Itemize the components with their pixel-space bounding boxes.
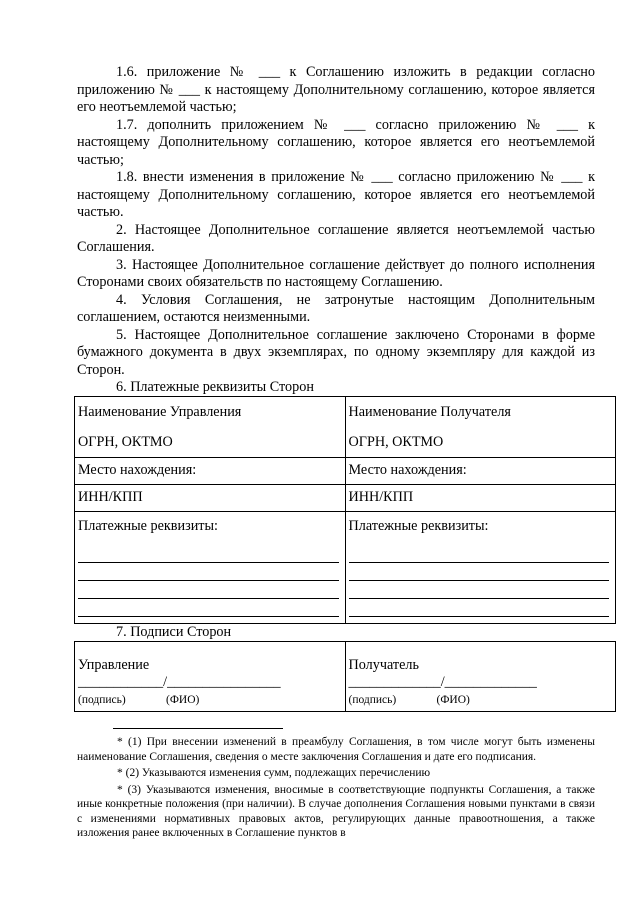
blank-line xyxy=(349,599,610,617)
blank-line xyxy=(349,545,610,563)
left-signature-line: ____________/________________ xyxy=(78,674,281,690)
right-name-cell xyxy=(345,397,616,458)
paragraph-4: 4. Условия Соглашения, не затронутые настоящим Дополнительным соглашением, остаются неизменными. xyxy=(77,291,595,325)
signatures-title: 7. Подписи Сторон xyxy=(116,624,232,640)
left-signature-caption: (подпись) (ФИО) xyxy=(78,694,200,706)
requisites-title: 6. Платежные реквизиты Сторон xyxy=(116,379,314,395)
left-inn: ИНН/КПП xyxy=(75,485,346,512)
paragraph-5: 5. Настоящее Дополнительное соглашение заключено Сторонами в форме бумажного документа в двух экземплярах, по одному экземпляру для каждой из Сторон. xyxy=(77,326,595,378)
right-payment-cell xyxy=(345,512,616,624)
left-org-name: Наименование Управления xyxy=(78,404,242,420)
paragraph-1-6: 1.6. приложение № ___ к Соглашению изложить в редакции согласно приложению № ___ к настоящему Дополнительному соглашению, которое является его неотъемлемой частью; xyxy=(77,64,595,115)
left-location: Место нахождения: xyxy=(75,458,346,485)
blank-line xyxy=(78,545,339,563)
footnote-separator xyxy=(113,728,283,729)
signatures-table xyxy=(74,641,616,712)
left-ogrn: ОГРН, ОКТМО xyxy=(78,434,173,450)
paragraph-1-8: 1.8. внести изменения в приложение № ___ согласно приложению № ___ к настоящему Дополнительному соглашению, которое является его неотъемлемой частью. xyxy=(77,169,595,220)
left-payment-label: Платежные реквизиты: xyxy=(78,518,218,534)
right-payment-lines xyxy=(349,545,616,623)
blank-line xyxy=(78,581,339,599)
right-signature-line: _____________/_____________ xyxy=(348,674,537,690)
footnote-3: * (3) Указываются изменения, вносимые в соответствующие подпункты Соглашения, а также иные конкретные положения (при наличии). В случае дополнения Соглашения новыми пунктами в связи с изменениями нормативных правовых актов, регулирующих данные правоотношения, а также изложения ранее включенных в Соглашение пунктов в xyxy=(77,783,595,839)
requisites-table xyxy=(74,396,616,624)
blank-line xyxy=(349,563,610,581)
left-payment-lines xyxy=(78,545,345,623)
right-payment-label: Платежные реквизиты: xyxy=(348,518,489,534)
left-signature-cell xyxy=(75,642,346,712)
footnote-2: * (2) Указываются изменения сумм, подлежащих перечислению xyxy=(117,767,431,779)
paragraph-1-7: 1.7. дополнить приложением № ___ согласно приложению № ___ к настоящему Дополнительному соглашению, которое является его неотъемлемой частью; xyxy=(77,116,595,168)
left-payment-cell xyxy=(75,512,346,624)
footnote-1: * (1) При внесении изменений в преамбулу Соглашения, в том числе могут быть изменены наименование Соглашения, сведения о месте заключения Соглашения и дате его подписания. xyxy=(77,736,595,763)
right-org-name: Наименование Получателя xyxy=(348,404,511,420)
left-party-label: Управление xyxy=(78,657,150,673)
left-name-cell xyxy=(75,397,346,458)
right-signature-cell xyxy=(345,642,616,712)
right-ogrn: ОГРН, ОКТМО xyxy=(348,434,444,450)
right-location: Место нахождения: xyxy=(345,458,616,485)
right-signature-caption: (подпись) (ФИО) xyxy=(348,694,470,706)
document-page xyxy=(77,64,595,843)
blank-line xyxy=(78,599,339,617)
paragraph-2: 2. Настоящее Дополнительное соглашение является неотъемлемой частью Соглашения. xyxy=(77,221,595,255)
paragraph-3: 3. Настоящее Дополнительное соглашение действует до полного исполнения Сторонами своих обязательств по настоящему Соглашению. xyxy=(77,256,595,290)
right-inn: ИНН/КПП xyxy=(345,485,616,512)
blank-line xyxy=(349,581,610,599)
blank-line xyxy=(78,563,339,581)
right-party-label: Получатель xyxy=(348,657,419,673)
